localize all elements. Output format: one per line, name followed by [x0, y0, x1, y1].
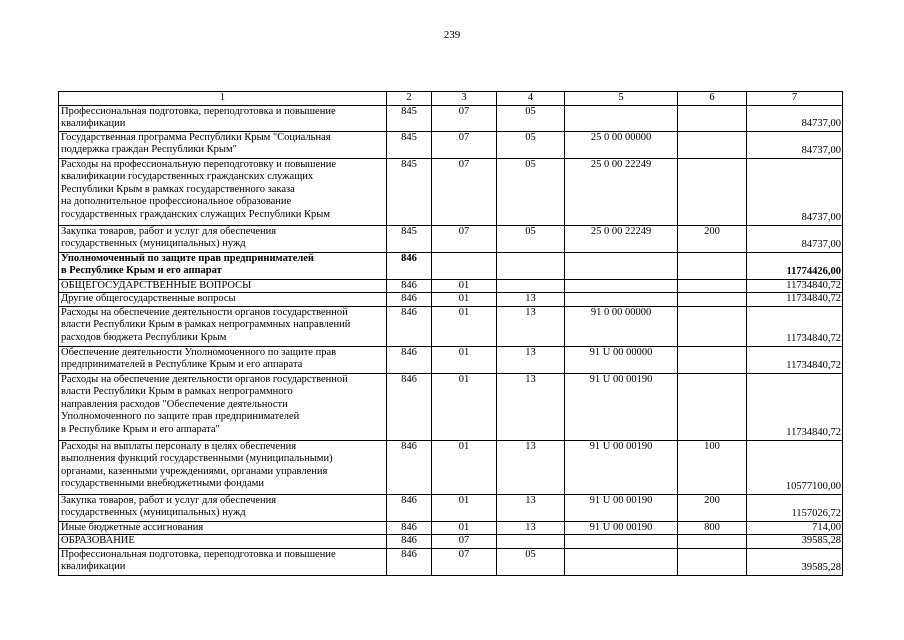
- row-name: Закупка товаров, работ и услуг для обеспечения государственных (муниципальных) нужд: [59, 225, 387, 252]
- row-code-col2: 845: [387, 105, 432, 131]
- row-name: Обеспечение деятельности Уполномоченного по защите прав предпринимателей в Республике Крым и его аппарата: [59, 346, 387, 373]
- row-code-col6: 200: [678, 494, 747, 521]
- row-amount: 39585,28: [747, 548, 843, 575]
- column-header: 1: [59, 92, 387, 106]
- row-code-col3: 01: [432, 306, 497, 346]
- row-amount: 11734840,72: [747, 279, 843, 293]
- row-code-col4: 13: [497, 346, 565, 373]
- row-code-col5: 91 U 00 00190: [565, 373, 678, 440]
- row-code-col6: [678, 346, 747, 373]
- table-row: [59, 105, 843, 131]
- row-code-col3: 01: [432, 293, 497, 307]
- column-header: 5: [565, 92, 678, 106]
- row-name: Профессиональная подготовка, переподготовка и повышение квалификации: [59, 105, 387, 131]
- row-code-col4: 05: [497, 158, 565, 225]
- row-code-col5: [565, 279, 678, 293]
- row-code-col2: 846: [387, 535, 432, 549]
- row-code-col6: [678, 279, 747, 293]
- row-amount: 84737,00: [747, 158, 843, 225]
- table-row: [59, 131, 843, 158]
- row-amount: 11734840,72: [747, 373, 843, 440]
- row-code-col5: 91 U 00 00190: [565, 494, 678, 521]
- row-code-col6: [678, 131, 747, 158]
- row-code-col3: 01: [432, 279, 497, 293]
- column-header: 2: [387, 92, 432, 106]
- row-code-col5: 25 0 00 22249: [565, 158, 678, 225]
- row-code-col2: 846: [387, 293, 432, 307]
- budget-table: [58, 91, 843, 576]
- row-code-col5: [565, 105, 678, 131]
- row-code-col3: 01: [432, 346, 497, 373]
- column-header: 7: [747, 92, 843, 106]
- row-code-col5: 25 0 00 22249: [565, 225, 678, 252]
- row-code-col4: 13: [497, 306, 565, 346]
- row-name: Другие общегосударственные вопросы: [59, 293, 387, 307]
- row-amount: 714,00: [747, 521, 843, 535]
- row-code-col3: 01: [432, 494, 497, 521]
- row-name: Расходы на профессиональную переподготовку и повышение квалификации государственных гражданских служащих Республики Крым в рамках государственного заказа на дополнительное профессиональное образование государственных гражданских служащих Республики Крым: [59, 158, 387, 225]
- row-code-col5: [565, 535, 678, 549]
- row-code-col2: 846: [387, 548, 432, 575]
- row-code-col4: 05: [497, 105, 565, 131]
- table-row: [59, 521, 843, 535]
- row-name: Расходы на выплаты персоналу в целях обеспечения выполнения функций государственными (муниципальными) органами, казенными учреждениями, органами управления государственными внебюджетными фондами: [59, 440, 387, 494]
- row-amount: 84737,00: [747, 105, 843, 131]
- row-code-col5: 91 0 00 00000: [565, 306, 678, 346]
- row-code-col6: [678, 306, 747, 346]
- row-code-col2: 846: [387, 252, 432, 279]
- table-row: [59, 293, 843, 307]
- row-code-col3: 07: [432, 158, 497, 225]
- row-code-col4: 13: [497, 293, 565, 307]
- table-row: [59, 373, 843, 440]
- table-row: [59, 225, 843, 252]
- table-row: [59, 440, 843, 494]
- row-code-col2: 845: [387, 225, 432, 252]
- table-row: [59, 535, 843, 549]
- row-code-col4: [497, 252, 565, 279]
- row-code-col2: 846: [387, 346, 432, 373]
- row-code-col4: 05: [497, 131, 565, 158]
- row-code-col6: [678, 373, 747, 440]
- row-code-col6: [678, 535, 747, 549]
- row-amount: 84737,00: [747, 225, 843, 252]
- row-code-col4: [497, 279, 565, 293]
- row-name: Расходы на обеспечение деятельности органов государственной власти Республики Крым в рамках непрограммного направления расходов "Обеспечение деятельности Уполномоченного по защите прав предпринимателей в Республике Крым и его аппарата": [59, 373, 387, 440]
- row-code-col2: 846: [387, 373, 432, 440]
- row-amount: 11734840,72: [747, 293, 843, 307]
- row-code-col3: 01: [432, 521, 497, 535]
- row-code-col5: 25 0 00 00000: [565, 131, 678, 158]
- row-name: ОБЩЕГОСУДАРСТВЕННЫЕ ВОПРОСЫ: [59, 279, 387, 293]
- table-row: [59, 548, 843, 575]
- row-code-col6: [678, 293, 747, 307]
- table-row: [59, 279, 843, 293]
- row-name: ОБРАЗОВАНИЕ: [59, 535, 387, 549]
- row-code-col5: 91 U 00 00000: [565, 346, 678, 373]
- row-name: Уполномоченный по защите прав предпринимателей в Республике Крым и его аппарат: [59, 252, 387, 279]
- row-name: Расходы на обеспечение деятельности органов государственной власти Республики Крым в рамках непрограммных направлений расходов бюджета Республики Крым: [59, 306, 387, 346]
- row-amount: 11734840,72: [747, 306, 843, 346]
- row-code-col5: 91 U 00 00190: [565, 440, 678, 494]
- row-code-col6: 100: [678, 440, 747, 494]
- row-code-col6: 800: [678, 521, 747, 535]
- row-code-col2: 845: [387, 131, 432, 158]
- row-code-col6: [678, 158, 747, 225]
- row-code-col6: [678, 105, 747, 131]
- column-header: 3: [432, 92, 497, 106]
- row-code-col6: [678, 548, 747, 575]
- row-code-col5: [565, 548, 678, 575]
- column-header: 6: [678, 92, 747, 106]
- row-amount: 11774426,00: [747, 252, 843, 279]
- row-name: Государственная программа Республики Крым "Социальная поддержка граждан Республики Крым": [59, 131, 387, 158]
- row-code-col2: 846: [387, 494, 432, 521]
- row-code-col4: 13: [497, 440, 565, 494]
- row-code-col2: 846: [387, 279, 432, 293]
- row-name: Профессиональная подготовка, переподготовка и повышение квалификации: [59, 548, 387, 575]
- row-code-col2: 846: [387, 306, 432, 346]
- row-code-col4: 05: [497, 548, 565, 575]
- row-code-col4: 13: [497, 521, 565, 535]
- row-code-col4: [497, 535, 565, 549]
- row-code-col4: 13: [497, 373, 565, 440]
- table-row: [59, 346, 843, 373]
- table-row: [59, 252, 843, 279]
- row-amount: 39585,28: [747, 535, 843, 549]
- row-code-col6: [678, 252, 747, 279]
- row-amount: 11734840,72: [747, 346, 843, 373]
- row-code-col2: 846: [387, 521, 432, 535]
- table-row: [59, 158, 843, 225]
- row-amount: 84737,00: [747, 131, 843, 158]
- row-code-col4: 05: [497, 225, 565, 252]
- row-code-col3: 07: [432, 535, 497, 549]
- row-code-col2: 845: [387, 158, 432, 225]
- row-code-col5: [565, 252, 678, 279]
- column-header: 4: [497, 92, 565, 106]
- row-code-col5: [565, 293, 678, 307]
- row-name: Закупка товаров, работ и услуг для обеспечения государственных (муниципальных) нужд: [59, 494, 387, 521]
- row-code-col6: 200: [678, 225, 747, 252]
- row-code-col3: 01: [432, 440, 497, 494]
- row-code-col3: 07: [432, 105, 497, 131]
- page-number: 239: [443, 29, 461, 41]
- row-name: Иные бюджетные ассигнования: [59, 521, 387, 535]
- row-code-col5: 91 U 00 00190: [565, 521, 678, 535]
- row-code-col4: 13: [497, 494, 565, 521]
- table-row: [59, 494, 843, 521]
- row-amount: 1157026,72: [747, 494, 843, 521]
- row-code-col3: 01: [432, 373, 497, 440]
- row-code-col2: 846: [387, 440, 432, 494]
- row-code-col3: [432, 252, 497, 279]
- row-code-col3: 07: [432, 548, 497, 575]
- row-amount: 10577100,00: [747, 440, 843, 494]
- table-header-row: [59, 92, 843, 106]
- row-code-col3: 07: [432, 225, 497, 252]
- row-code-col3: 07: [432, 131, 497, 158]
- table-row: [59, 306, 843, 346]
